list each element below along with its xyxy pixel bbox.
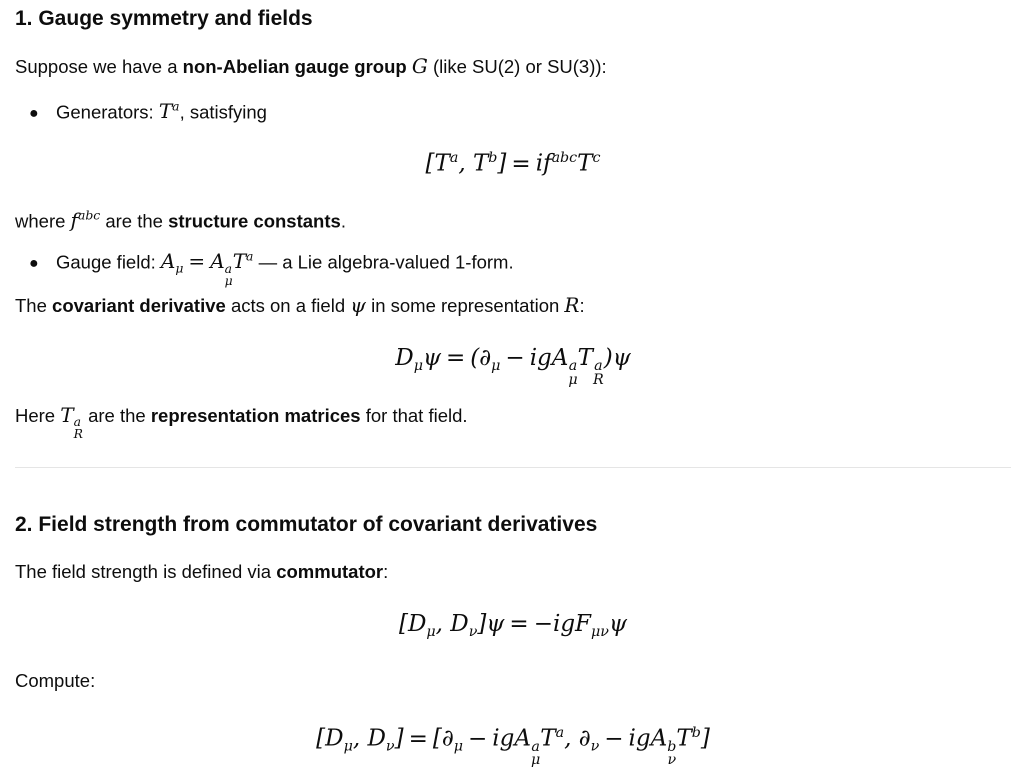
section-1-heading: 1. Gauge symmetry and fields — [15, 7, 313, 30]
section-2-heading: 2. Field strength from commutator of covariant derivatives — [15, 513, 598, 536]
section-divider — [15, 467, 1011, 468]
intro-paragraph: Suppose we have a non-Abelian gauge group G (like SU(2) or SU(3)): — [15, 54, 607, 78]
equation-commutator-generators: [$T^a$, $T^b] = if^{abc}T^c$ — [425, 150, 601, 177]
where-paragraph: where $f^{abc}$ are the structure constants. — [15, 208, 346, 233]
compute-label: Compute: — [15, 670, 96, 691]
representation-paragraph: Here T a R are the representation matrices for that field. — [15, 403, 468, 442]
bullet-icon: ● — [29, 255, 39, 273]
bullet-gauge-field: ● Gauge field: $A_\mu = A$ a μ $T^a$ — a Lie algebra-valued 1-form. — [29, 249, 514, 288]
equation-field-strength: [$D_\mu$, $D_\nu]\psi = -igF_{\mu\nu}\psi$ — [398, 611, 627, 640]
equation-commutator-expansion: [$D_\mu$, $D_\nu] = [\partial_\mu$ − igA a μ $T^a$, $\partial_\nu$ − igA b ν $T^b$] — [316, 725, 710, 769]
document — [15, 0, 1011, 769]
covariant-paragraph: The covariant derivative acts on a field ψ in some representation R: — [15, 293, 585, 317]
bullet-generators: ● Generators: $T^a$, satisfying — [29, 94, 267, 127]
defined-paragraph: The field strength is defined via commutator: — [15, 561, 389, 582]
equation-covariant-derivative: $D_\mu\psi = (\partial_\mu$ − igA a μ T a R )ψ — [395, 345, 631, 388]
bullet-icon: ● — [29, 105, 39, 123]
